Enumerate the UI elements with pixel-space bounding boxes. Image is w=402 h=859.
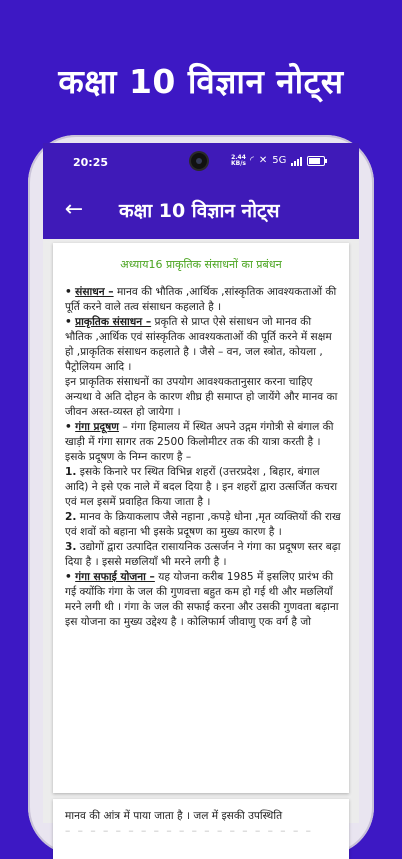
notes-content[interactable] xyxy=(43,239,359,837)
paragraph-text: इसके किनारे पर स्थित विभिन्न शहरों (उत्तरप्रदेश , बिहार, बंगाल आदि) ने इसे एक नाले में बदल दिया है । इन शहरों द्वारा उत्सर्जित कचरा एवं मल इसमें प्रवाहित किया जाता है । xyxy=(65,466,338,508)
paragraph-text: मानव की भौतिक ,आर्थिक ,सांस्कृतिक आवश्यकताओं की पूर्ति करने वाले तत्व संसाधन कहलाते है । xyxy=(65,286,337,313)
network-speed xyxy=(231,155,246,167)
app-bar xyxy=(43,183,359,239)
back-arrow-icon[interactable]: ← xyxy=(64,197,84,222)
signal-icon xyxy=(291,156,302,166)
phone-screen xyxy=(43,143,359,837)
term-sansadhan: संसाधन – xyxy=(75,286,114,298)
term-prakritik-sansadhan: प्राकृतिक संसाधन – xyxy=(75,316,152,328)
paragraph-5 xyxy=(65,465,341,510)
next-notes-text xyxy=(65,809,341,839)
chapter-heading: अध्याय16 प्राकृतिक संसाधनों का प्रबंधन xyxy=(120,258,282,271)
bullet: • xyxy=(65,286,72,298)
list-number: 3. xyxy=(65,541,77,553)
promo-title: कक्षा 10 विज्ञान नोट्स xyxy=(58,62,344,101)
paragraph-3 xyxy=(65,375,341,420)
bullet: • xyxy=(65,316,72,328)
network-type: 5G xyxy=(272,155,287,166)
status-bar xyxy=(43,143,359,183)
next-card-faded: – – – – – – – – – – – – – – – – – – – – xyxy=(65,825,313,837)
next-card-text: मानव की आंत्र में पाया जाता है । जल में इसकी उपस्थिति xyxy=(65,810,283,822)
notes-text xyxy=(65,285,341,630)
status-time: 20:25 xyxy=(73,156,109,169)
wifi-icon: ◜ xyxy=(250,155,254,166)
list-number: 1. xyxy=(65,466,77,478)
status-icons xyxy=(250,155,325,166)
mute-icon: ✕ xyxy=(258,155,268,166)
network-speed-value: 2.44 xyxy=(231,154,246,161)
app-title: कक्षा 10 विज्ञान नोट्स xyxy=(119,200,280,222)
paragraph-text: – गंगा हिमालय में स्थित अपने उद्गम गंगोत्री से बंगाल की खाड़ी में गंगा सागर तक 2500 किलोमीटर तक की यात्रा करती है । इसके प्रदूषण के निम्न कारण है – xyxy=(65,421,334,463)
paragraph-4 xyxy=(65,420,341,465)
paragraph-text: उद्योगों द्वारा उत्पादित रासायनिक उत्सर्जन ने गंगा का प्रदूषण स्तर बढ़ा दिया है । इससे मछलियाँ भी मरने लगी है । xyxy=(65,541,341,568)
next-notes-card xyxy=(53,799,349,859)
bullet: • xyxy=(65,571,72,583)
notes-card xyxy=(53,243,349,793)
paragraph-text: इन प्राकृतिक संसाधनों का उपयोग आवश्यकतानुसार करना चाहिए अन्यथा वे अति दोहन के कारण शीघ्र ही समाप्त हो जायेंगे और मानव का जीवन अस्त-व्यस्त हो जायेगा । xyxy=(65,376,338,418)
term-ganga-safai-yojana: गंगा सफाई योजना – xyxy=(75,571,155,583)
paragraph-6 xyxy=(65,510,341,540)
paragraph-8 xyxy=(65,570,341,630)
paragraph-7 xyxy=(65,540,341,570)
paragraph-1 xyxy=(65,285,341,315)
paragraph-text: मानव के क्रियाकलाप जैसे नहाना ,कपड़े धोना ,मृत व्यक्तियों की राख एवं शवों को बहाना भी इसके प्रदूषण का मुख्य कारण है । xyxy=(65,511,341,538)
list-number: 2. xyxy=(65,511,77,523)
network-speed-unit: KB/s xyxy=(231,160,246,167)
term-ganga-pradushan: गंगा प्रदूषण xyxy=(75,421,119,433)
paragraph-text: यह योजना करीब 1985 में इसलिए प्रारंभ की गई क्योंकि गंगा के जल की गुणवत्ता बहुत कम हो गई थी और मछलियाँ मरने लगी थी । गंगा के जल की सफाई करना और उसकी गुणवता बढ़ाना इस योजना का मुख्य उद्देश्य है । कोलिफार्म जीवाणु एक वर्ग है जो xyxy=(65,571,339,628)
paragraph-text: प्रकृति से प्राप्त ऐसे संसाधन जो मानव की भौतिक ,आर्थिक एवं सांस्कृतिक आवश्यकताओं की पूर्ति करने में सक्षम हो ,प्राकृतिक संसाधन कहलाते है । जैसे – वन, जल स्त्रोत, कोयला , पैट्रोलियम आदि । xyxy=(65,316,332,373)
bullet: • xyxy=(65,421,72,433)
battery-icon xyxy=(307,156,325,166)
front-camera xyxy=(191,153,207,169)
paragraph-2 xyxy=(65,315,341,375)
